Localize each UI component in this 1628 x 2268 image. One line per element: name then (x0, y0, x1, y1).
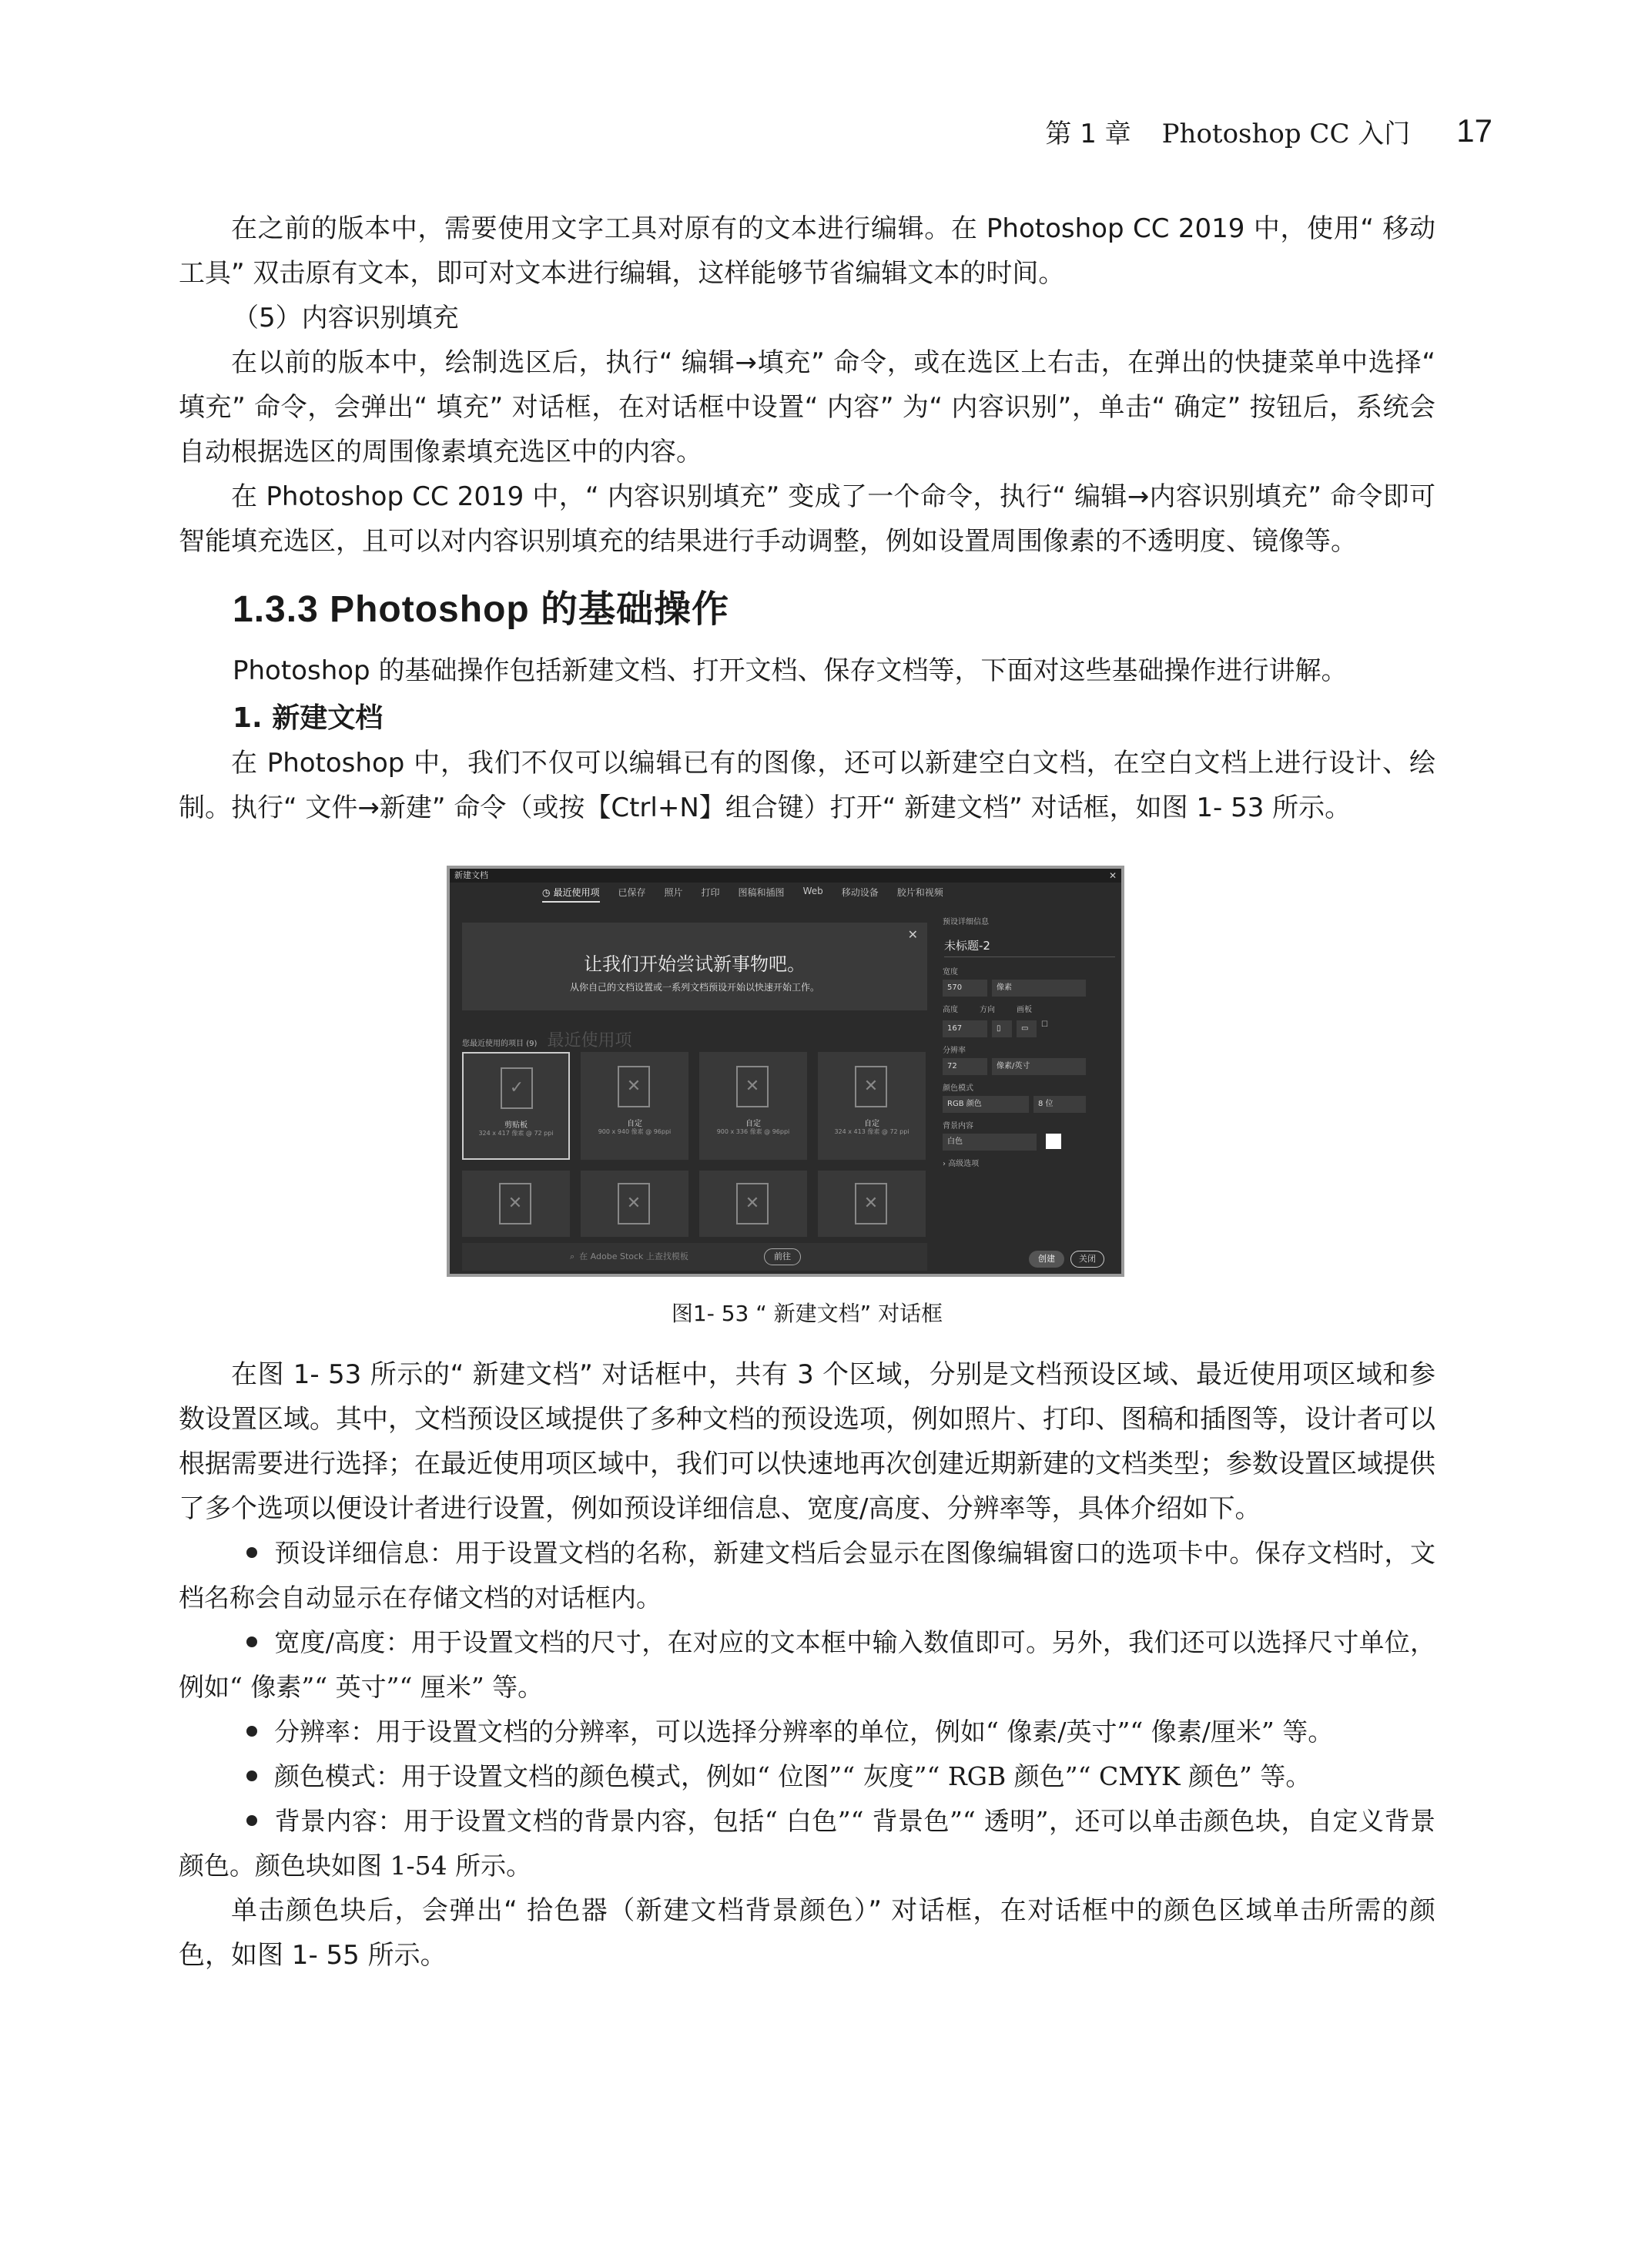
bullet-dot (246, 1815, 257, 1826)
close-button[interactable]: 关闭 (1070, 1251, 1104, 1268)
figure-caption: 图1- 53 “ 新建文档” 对话框 (671, 1301, 943, 1326)
resolution-label: 分辨率 (943, 1047, 966, 1055)
section-heading: 1.3.3 Photoshop 的基础操作 (233, 589, 730, 630)
background-select[interactable]: 白色 (943, 1134, 1037, 1151)
color-mode-select[interactable]: RGB 颜色 (943, 1096, 1029, 1113)
preset-details-panel (943, 915, 1115, 1168)
document-icon: ✕ (499, 1183, 531, 1224)
recent-card[interactable]: ✓ 剪贴板 324 x 417 像素 @ 72 ppi (462, 1052, 570, 1160)
page-body (179, 206, 1435, 1978)
landscape-icon[interactable]: ▭ (1017, 1020, 1037, 1037)
dialog-title: 新建文档 (454, 870, 488, 880)
bullet-item: 背景内容：用于设置文档的背景内容，包括“ 白色”“ 背景色”“ 透明”，还可以单击颜色块，自定义背景颜色。颜色块如图 1-54 所示。 (179, 1806, 1435, 1881)
artboard-checkbox[interactable]: ☐ (1041, 1020, 1048, 1029)
figure-new-document-dialog (447, 866, 1124, 1277)
tab-art[interactable]: 图稿和插图 (738, 887, 785, 898)
paragraph: 在之前的版本中，需要使用文字工具对原有的文本进行编辑。在 Photoshop CC 2019 中，使用“ 移动工具” 双击原有文本，即可对文本进行编辑，这样能够节省编辑文本的时间。 (179, 213, 1435, 289)
recent-overlay-text: 最近使用项 (547, 1031, 632, 1050)
resolution-input[interactable]: 72 (943, 1058, 987, 1075)
banner-title: 让我们开始尝试新事物吧。 (584, 953, 806, 975)
unit-select[interactable]: 像素 (992, 980, 1086, 997)
orientation-label: 方向 (980, 1006, 995, 1014)
paragraph: 单击颜色块后，会弹出“ 拾色器（新建文档背景颜色）” 对话框，在对话框中的颜色区域单击所需的颜色，如图 1- 55 所示。 (179, 1895, 1435, 1971)
new-document-dialog (447, 866, 1124, 1277)
recent-card[interactable]: ✕ 自定 900 x 940 像素 @ 96ppi (581, 1052, 688, 1160)
chapter-label: 第 1 章 (1045, 118, 1131, 149)
tab-mobile[interactable]: 移动设备 (841, 887, 879, 898)
banner-subtitle: 从你自己的文档设置或一系列文档预设开始以快速开始工作。 (569, 982, 819, 993)
recent-card[interactable] (581, 1171, 688, 1237)
preset-tabs (542, 886, 943, 903)
document-icon: ✕ (855, 1183, 887, 1224)
tab-photo[interactable]: 照片 (664, 887, 683, 898)
tab-recent[interactable]: ◷ 最近使用项 (542, 886, 600, 903)
subsection-heading: 1. 新建文档 (233, 702, 384, 734)
bullet-item: 分辨率：用于设置文档的分辨率，可以选择分辨率的单位，例如“ 像素/英寸”“ 像素/厘米” 等。 (179, 1710, 1435, 1754)
tab-web[interactable]: Web (802, 886, 823, 896)
create-button[interactable]: 创建 (1029, 1251, 1064, 1268)
welcome-banner (462, 923, 927, 1010)
paragraph: 在 Photoshop 中，我们不仅可以编辑已有的图像，还可以新建空白文档，在空白文档上进行设计、绘制。执行“ 文件→新建” 命令（或按【Ctrl+N】组合键）打开“ 新建文档” 对话框，如图 1- 53 所示。 (179, 748, 1435, 823)
document-icon: ✕ (618, 1066, 650, 1107)
height-label: 高度 (943, 1006, 958, 1014)
bullet-item: 预设详细信息：用于设置文档的名称，新建文档后会显示在图像编辑窗口的选项卡中。保存文档时，文档名称会自动显示在存储文档的对话框内。 (179, 1538, 1435, 1613)
paragraph: Photoshop 的基础操作包括新建文档、打开文档、保存文档等，下面对这些基础操作进行讲解。 (233, 655, 1348, 686)
artboard-label: 画板 (1017, 1006, 1032, 1014)
recent-card[interactable] (699, 1171, 807, 1237)
search-icon: ⌕ (570, 1251, 575, 1261)
color-mode-label: 颜色模式 (943, 1084, 973, 1093)
tab-saved[interactable]: 已保存 (618, 887, 646, 898)
recent-card[interactable] (818, 1171, 926, 1237)
clock-icon: ◷ (542, 887, 551, 898)
stock-search-bar[interactable] (462, 1243, 927, 1271)
resolution-unit-select[interactable]: 像素/英寸 (992, 1058, 1086, 1075)
height-input[interactable]: 167 (943, 1020, 987, 1037)
bullet-dot (246, 1547, 257, 1558)
bit-depth-select[interactable]: 8 位 (1033, 1096, 1086, 1113)
page-number: 17 (1456, 112, 1492, 149)
dialog-titlebar (450, 869, 1121, 883)
tab-print[interactable]: 打印 (701, 887, 720, 898)
book-title: Photoshop CC 入门 (1161, 118, 1411, 149)
recent-label: 您最近使用的项目 (9) 最近使用项 (462, 1031, 632, 1050)
recent-card[interactable] (462, 1171, 570, 1237)
portrait-icon[interactable]: ▯ (992, 1020, 1012, 1037)
bullet-item: 宽度/高度：用于设置文档的尺寸，在对应的文本框中输入数值即可。另外，我们还可以选择尺寸单位，例如“ 像素”“ 英寸”“ 厘米” 等。 (179, 1627, 1435, 1702)
close-icon[interactable]: ✕ (1108, 870, 1117, 881)
running-header (1045, 108, 1492, 154)
go-button[interactable]: 前往 (764, 1248, 801, 1265)
bullet-item: 颜色模式：用于设置文档的颜色模式，例如“ 位图”“ 灰度”“ RGB 颜色”“ CMYK 颜色” 等。 (179, 1754, 1435, 1799)
recent-card[interactable]: ✕ 自定 324 x 413 像素 @ 72 ppi (818, 1052, 926, 1160)
advanced-options-toggle[interactable]: › 高级选项 (943, 1160, 980, 1168)
tab-film[interactable]: 胶片和视频 (896, 887, 943, 898)
width-input[interactable]: 570 (943, 980, 987, 997)
background-color-swatch[interactable] (1046, 1134, 1061, 1149)
bullet-dot (246, 1726, 257, 1737)
recent-card[interactable]: ✕ 自定 900 x 336 像素 @ 96ppi (699, 1052, 807, 1160)
document-icon: ✕ (855, 1066, 887, 1107)
document-name-field[interactable]: 未标题-2 (944, 937, 1115, 957)
search-input[interactable]: 在 Adobe Stock 上查找模板 (579, 1251, 688, 1261)
background-label: 背景内容 (943, 1122, 973, 1131)
close-banner-icon[interactable]: ✕ (907, 927, 918, 942)
paragraph: 在 Photoshop CC 2019 中，“ 内容识别填充” 变成了一个命令，执行“ 编辑→内容识别填充” 命令即可智能填充选区，且可以对内容识别填充的结果进行手动调整，例如设置周围像素的不透明度、镜像等。 (179, 481, 1435, 557)
recent-grid (462, 1052, 927, 1237)
document-icon: ✕ (736, 1183, 769, 1224)
bullet-dot (246, 1637, 257, 1647)
preset-details-label: 预设详细信息 (943, 918, 989, 926)
list-heading: （5）内容识别填充 (233, 303, 459, 333)
width-label: 宽度 (943, 968, 958, 977)
paragraph: 在以前的版本中，绘制选区后，执行“ 编辑→填充” 命令，或在选区上右击，在弹出的快捷菜单中选择“ 填充” 命令，会弹出“ 填充” 对话框，在对话框中设置“ 内容” 为“ 内容识别”，单击“ 确定” 按钮后，系统会自动根据选区的周围像素填充选区中的内容。 (179, 347, 1435, 467)
recent-area (462, 923, 927, 1261)
bullet-dot (246, 1771, 257, 1781)
paragraph: 在图 1- 53 所示的“ 新建文档” 对话框中，共有 3 个区域，分别是文档预设区域、最近使用项区域和参数设置区域。其中，文档预设区域提供了多种文档的预设选项，例如照片、打印、图稿和插图等，设计者可以根据需要进行选择；在最近使用项区域中，我们可以快速地再次创建近期新建的文档类型；参数设置区域提供了多个选项以便设计者进行设置，例如预设详细信息、宽度/高度、分辨率等，具体介绍如下。 (179, 1359, 1435, 1524)
clipboard-doc-icon: ✓ (501, 1067, 533, 1109)
document-icon: ✕ (618, 1183, 650, 1224)
document-icon: ✕ (736, 1066, 769, 1107)
